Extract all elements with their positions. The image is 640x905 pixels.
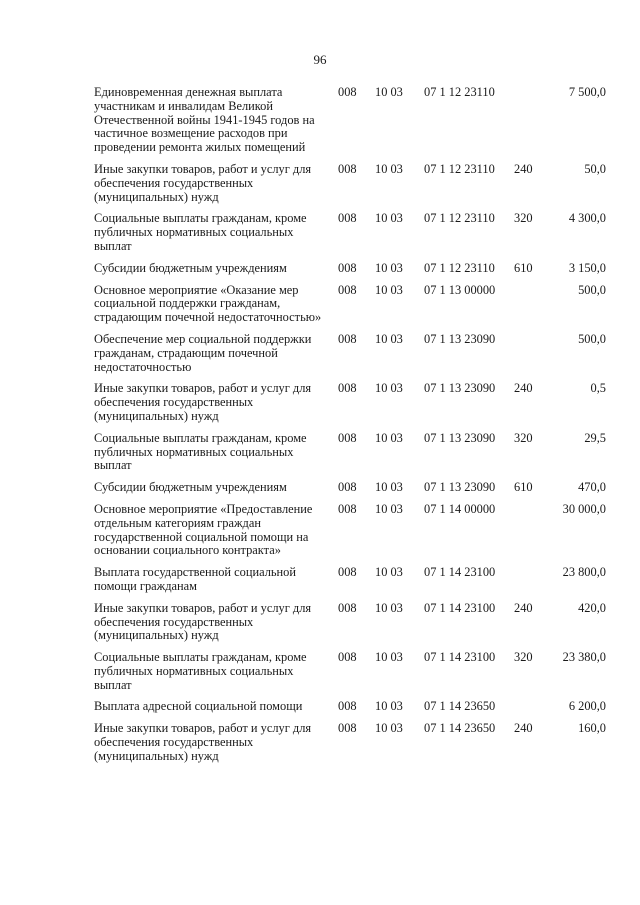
ministry-code: 008	[338, 650, 357, 665]
target-article: 07 1 14 23100	[424, 565, 496, 580]
section-code: 10 03	[375, 565, 403, 580]
section-code: 10 03	[375, 650, 403, 665]
target-article: 07 1 14 23100	[424, 650, 496, 665]
amount: 500,0	[578, 331, 606, 346]
section-code: 10 03	[375, 430, 403, 445]
section-code: 10 03	[375, 211, 403, 226]
target-article: 07 1 13 23090	[424, 381, 496, 396]
section-code: 10 03	[375, 282, 403, 297]
amount: 4 300,0	[568, 211, 606, 226]
target-article: 07 1 14 00000	[424, 501, 496, 516]
section-code: 10 03	[375, 381, 403, 396]
row-name: Единовременная денежная выплата участникам и инвалидам Великой Отечественной войны 1941-1945 годов на частичное возмещение расходов при проведении ремонта жилых помещений	[94, 85, 315, 155]
section-code: 10 03	[375, 331, 403, 346]
ministry-code: 008	[338, 480, 357, 495]
amount: 23 380,0	[562, 650, 606, 665]
row-name: Выплата адресной социальной помощи	[94, 699, 303, 714]
ministry-code: 008	[338, 381, 357, 396]
table-row	[94, 651, 614, 692]
target-article: 07 1 13 23090	[424, 331, 496, 346]
table-row	[94, 481, 614, 495]
table-row	[94, 163, 614, 204]
row-name: Иные закупки товаров, работ и услуг для обеспечения государственных (муниципальных) нужд	[94, 600, 312, 643]
expense-type: 240	[514, 381, 533, 396]
target-article: 07 1 12 23110	[424, 85, 495, 99]
table-row	[94, 432, 614, 473]
section-code: 10 03	[375, 600, 403, 615]
row-name: Социальные выплаты гражданам, кроме публичных нормативных социальных выплат	[94, 430, 307, 473]
expense-type: 240	[514, 600, 533, 615]
amount: 30 000,0	[562, 501, 606, 516]
row-name: Иные закупки товаров, работ и услуг для обеспечения государственных (муниципальных) нужд	[94, 721, 312, 763]
expense-type: 320	[514, 211, 533, 226]
row-name: Иные закупки товаров, работ и услуг для обеспечения государственных (муниципальных) нужд	[94, 381, 312, 423]
table-row	[94, 262, 614, 276]
expense-type: 240	[514, 721, 533, 736]
table-row	[94, 503, 614, 558]
section-code: 10 03	[375, 699, 403, 714]
amount: 160,0	[578, 721, 606, 736]
page-number: 96	[313, 52, 327, 67]
target-article: 07 1 13 23090	[424, 430, 496, 445]
ministry-code: 008	[338, 501, 357, 516]
expense-type: 610	[514, 480, 533, 495]
target-article: 07 1 12 23110	[424, 260, 495, 275]
amount: 29,5	[584, 430, 606, 445]
row-name: Выплата государственной социальной помощи гражданам	[94, 565, 297, 593]
amount: 500,0	[578, 282, 606, 297]
amount: 7 500,0	[568, 85, 606, 99]
target-article: 07 1 12 23110	[424, 211, 495, 226]
expense-type: 320	[514, 430, 533, 445]
ministry-code: 008	[338, 161, 357, 176]
section-code: 10 03	[375, 85, 403, 99]
ministry-code: 008	[338, 331, 357, 346]
section-code: 10 03	[375, 260, 403, 275]
expense-type: 610	[514, 260, 533, 275]
target-article: 07 1 14 23650	[424, 699, 496, 714]
ministry-code: 008	[338, 282, 357, 297]
amount: 0,5	[590, 381, 606, 396]
table-row	[94, 86, 614, 155]
ministry-code: 008	[338, 85, 357, 99]
amount: 3 150,0	[568, 260, 606, 275]
table-row	[94, 602, 614, 643]
row-name: Социальные выплаты гражданам, кроме публичных нормативных социальных выплат	[94, 211, 307, 253]
table-row	[94, 566, 614, 594]
budget-table	[94, 86, 614, 772]
table-row	[94, 212, 614, 253]
ministry-code: 008	[338, 699, 357, 714]
row-name: Субсидии бюджетным учреждениям	[94, 260, 287, 275]
section-code: 10 03	[375, 721, 403, 736]
table-row	[94, 382, 614, 423]
row-name: Социальные выплаты гражданам, кроме публичных нормативных социальных выплат	[94, 650, 307, 692]
row-name: Основное мероприятие «Оказание мер социальной поддержки гражданам, страдающим почечной недостаточностью»	[94, 282, 322, 325]
ministry-code: 008	[338, 600, 357, 615]
target-article: 07 1 13 23090	[424, 480, 496, 495]
expense-type: 320	[514, 650, 533, 665]
ministry-code: 008	[338, 430, 357, 445]
section-code: 10 03	[375, 480, 403, 495]
target-article: 07 1 13 00000	[424, 282, 496, 297]
ministry-code: 008	[338, 565, 357, 580]
amount: 470,0	[578, 480, 606, 495]
target-article: 07 1 14 23100	[424, 600, 496, 615]
amount: 50,0	[584, 161, 606, 176]
ministry-code: 008	[338, 211, 357, 226]
target-article: 07 1 12 23110	[424, 161, 495, 176]
ministry-code: 008	[338, 721, 357, 736]
expense-type: 240	[514, 161, 533, 176]
amount: 420,0	[578, 600, 606, 615]
table-row	[94, 333, 614, 374]
table-row	[94, 722, 614, 763]
table-row	[94, 284, 614, 325]
ministry-code: 008	[338, 260, 357, 275]
amount: 23 800,0	[562, 565, 606, 580]
row-name: Основное мероприятие «Предоставление отдельным категориям граждан государственной социальной помощи на основании социального контракта»	[94, 501, 313, 558]
row-name: Иные закупки товаров, работ и услуг для обеспечения государственных (муниципальных) нужд	[94, 161, 312, 204]
target-article: 07 1 14 23650	[424, 721, 496, 736]
section-code: 10 03	[375, 501, 403, 516]
amount: 6 200,0	[568, 699, 606, 714]
table-row	[94, 700, 614, 714]
row-name: Субсидии бюджетным учреждениям	[94, 480, 287, 495]
row-name: Обеспечение мер социальной поддержки гражданам, страдающим почечной недостаточностью	[94, 331, 312, 374]
section-code: 10 03	[375, 161, 403, 176]
